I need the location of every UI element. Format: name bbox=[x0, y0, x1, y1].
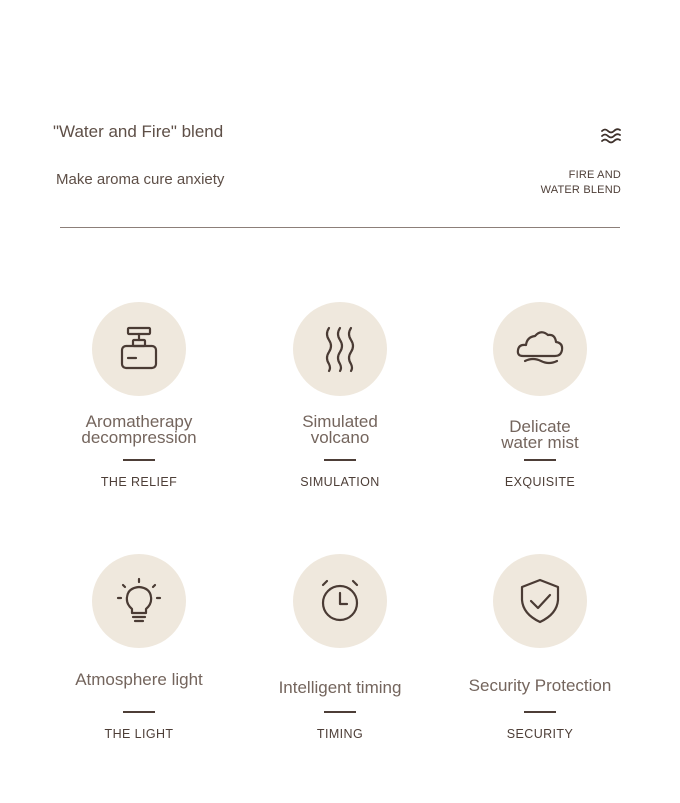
feature-title bbox=[39, 672, 239, 688]
feature-label: SIMULATION bbox=[300, 475, 380, 489]
shield-check-icon bbox=[515, 576, 565, 626]
feature-underline bbox=[524, 711, 556, 713]
feature-icon-circle bbox=[92, 554, 186, 648]
feature-underline bbox=[324, 459, 356, 461]
feature-underline bbox=[524, 459, 556, 461]
feature-icon-circle bbox=[293, 554, 387, 648]
feature-exquisite bbox=[440, 302, 640, 489]
feature-security bbox=[440, 554, 640, 741]
feature-title-line2: volcano bbox=[310, 428, 370, 447]
feature-title-line1: Simulated bbox=[302, 412, 378, 431]
waves-icon bbox=[600, 127, 622, 145]
feature-underline bbox=[123, 711, 155, 713]
feature-title-line1: Security Protection bbox=[468, 676, 612, 695]
feature-title bbox=[440, 678, 640, 694]
feature-title-line2: water mist bbox=[501, 433, 579, 452]
steam-icon bbox=[315, 324, 365, 374]
feature-label: THE LIGHT bbox=[104, 727, 174, 741]
feature-title-line2: decompression bbox=[81, 428, 197, 447]
cloud-icon bbox=[515, 324, 565, 374]
feature-underline bbox=[123, 459, 155, 461]
feature-relief bbox=[39, 302, 239, 489]
feature-label: SECURITY bbox=[506, 727, 574, 741]
page-subtitle: Make aroma cure anxiety bbox=[56, 171, 225, 188]
right-label-line1: FIRE AND bbox=[568, 169, 621, 181]
feature-label: TIMING bbox=[316, 727, 364, 741]
feature-label: THE RELIEF bbox=[100, 475, 178, 489]
feature-title-line1: Aromatherapy bbox=[85, 412, 193, 431]
header-divider bbox=[60, 227, 620, 228]
feature-title-line1: Delicate bbox=[509, 417, 571, 436]
feature-label: EXQUISITE bbox=[504, 475, 576, 489]
feature-icon-circle bbox=[493, 554, 587, 648]
feature-simulation bbox=[240, 302, 440, 489]
feature-icon-circle bbox=[92, 302, 186, 396]
fire-and-water-blend-label bbox=[541, 168, 621, 198]
feature-title bbox=[240, 414, 440, 446]
feature-title-line1: Intelligent timing bbox=[278, 678, 402, 697]
feature-title bbox=[240, 680, 440, 696]
right-label-line2: WATER BLEND bbox=[540, 184, 621, 196]
feature-title bbox=[440, 419, 640, 451]
feature-title-line1: Atmosphere light bbox=[75, 670, 203, 689]
feature-timing bbox=[240, 554, 440, 741]
feature-icon-circle bbox=[293, 302, 387, 396]
feature-icon-circle bbox=[493, 302, 587, 396]
feature-title bbox=[39, 414, 239, 446]
alarm-clock-icon bbox=[315, 576, 365, 626]
feature-light bbox=[39, 554, 239, 741]
feature-underline bbox=[324, 711, 356, 713]
page-title: "Water and Fire" blend bbox=[53, 122, 224, 141]
perfume-bottle-icon bbox=[114, 324, 164, 374]
light-bulb-icon bbox=[114, 576, 164, 626]
